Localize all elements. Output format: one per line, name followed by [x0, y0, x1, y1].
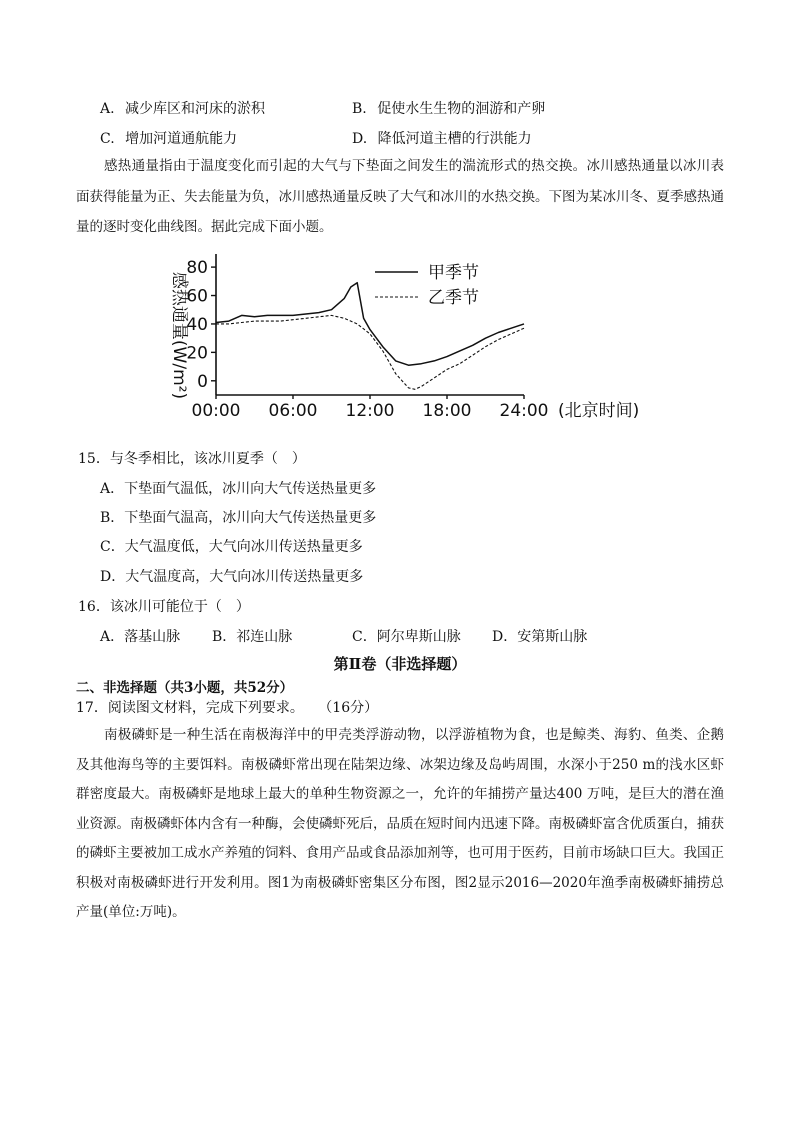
option-text: 大气温度低，大气向冰川传送热量更多 — [124, 539, 363, 555]
q15-option-d — [100, 566, 363, 586]
section-title: 二、非选择题（共3小题，共52分） — [76, 680, 294, 696]
y-axis-label: 感热通量(W/m²) — [169, 271, 189, 400]
option-text: 落基山脉 — [124, 629, 181, 645]
question-17-paragraph: 南极磷虾是一种生活在南极海洋中的甲壳类浮游动物，以浮游植物为食，也是鲸类、海豹、鱼类、企鹅及其他海鸟等的主要饵料。南极磷虾常出现在陆架边缘、冰架边缘及岛屿周围，水深小于250 m的浅水区虾群密度最大。南极磷虾是地球上最大的单种生物资源之一，允许的年捕捞产量达400 万吨，是巨大的潜在渔业资源。南极磷虾体内含有一种酶，会使磷虾死后，品质在短时间内迅速下降。南极磷虾富含优质蛋白，捕获的磷虾主要被加工成水产养殖的饲料、食用产品或食品添加剂等，也可用于医药，目前市场缺口巨大。我国正积极对南极磷虾进行开发利用。图1为南极磷虾密集区分布图，图2显示2016—2020年渔季南极磷虾捕捞总产量(单位:万吨)。 — [76, 727, 724, 920]
legend-label: 乙季节 — [428, 288, 479, 308]
option-label: D. — [352, 131, 368, 147]
option-b — [352, 98, 545, 118]
option-label: C. — [100, 131, 115, 147]
y-tick-label: 60 — [186, 286, 208, 307]
x-tick-label: 12:00 — [345, 401, 395, 421]
option-a — [100, 98, 265, 118]
option-text: 下垫面气温低，冰川向大气传送热量更多 — [124, 481, 377, 497]
option-text: 大气温度高，大气向冰川传送热量更多 — [125, 569, 364, 585]
q16-option-b — [212, 626, 292, 646]
option-text: 阿尔卑斯山脉 — [376, 629, 461, 645]
option-text: 增加河道通航能力 — [125, 131, 238, 147]
question-17-text: 17．阅读图文材料，完成下列要求。 — [76, 700, 304, 716]
question-16-stem: 16．该冰川可能位于（ ） — [78, 599, 250, 615]
series-line-2 — [216, 315, 524, 389]
x-tick-label: 06:00 — [268, 401, 318, 421]
option-label: A． — [100, 629, 125, 645]
option-label: A． — [100, 481, 125, 497]
q16-option-d — [492, 626, 587, 646]
option-label: B. — [352, 101, 367, 117]
option-label: B． — [212, 629, 237, 645]
q15-option-c — [100, 536, 363, 556]
question-15-stem: 15．与冬季相比，该冰川夏季（ ） — [78, 451, 306, 467]
x-axis-label: (北京时间) — [558, 401, 640, 421]
legend-label: 甲季节 — [428, 263, 479, 283]
option-label: C． — [352, 629, 377, 645]
y-tick-label: 20 — [186, 343, 208, 364]
option-text: 祁连山脉 — [236, 629, 293, 645]
option-text: 减少库区和河床的淤积 — [125, 101, 266, 117]
option-d — [352, 128, 532, 148]
option-label: B． — [100, 510, 125, 526]
y-tick-label: 40 — [186, 314, 208, 335]
option-label: C． — [100, 539, 125, 555]
q16-option-c — [352, 626, 461, 646]
q16-option-a — [100, 626, 180, 646]
part-title: 第Ⅱ卷（非选择题） — [333, 655, 467, 673]
y-tick-label: 0 — [197, 371, 208, 392]
question-17-stem — [76, 697, 378, 717]
q15-option-a — [100, 478, 376, 498]
y-tick-label: 80 — [186, 258, 208, 279]
heat-flux-line-chart — [160, 250, 660, 430]
x-tick-label: 24:00 — [499, 401, 549, 421]
option-c — [100, 128, 237, 148]
option-label: D． — [100, 569, 126, 585]
option-text: 下垫面气温高，冰川向大气传送热量更多 — [124, 510, 377, 526]
x-tick-label: 18:00 — [422, 401, 472, 421]
question-17-score: （16分） — [318, 700, 379, 716]
option-label: A. — [100, 101, 115, 117]
intro-paragraph: 感热通量指由于温度变化而引起的大气与下垫面之间发生的湍流形式的热交换。冰川感热通量以冰川表面获得能量为正、失去能量为负，冰川感热通量反映了大气和冰川的水热交换。下图为某冰川冬、夏季感热通量的逐时变化曲线图。据此完成下面小题。 — [76, 158, 724, 235]
x-tick-label: 00:00 — [191, 401, 241, 421]
option-label: D． — [492, 629, 518, 645]
option-text: 降低河道主槽的行洪能力 — [377, 131, 532, 147]
q15-option-b — [100, 507, 376, 527]
option-text: 安第斯山脉 — [517, 629, 588, 645]
option-text: 促使水生生物的洄游和产卵 — [377, 101, 546, 117]
